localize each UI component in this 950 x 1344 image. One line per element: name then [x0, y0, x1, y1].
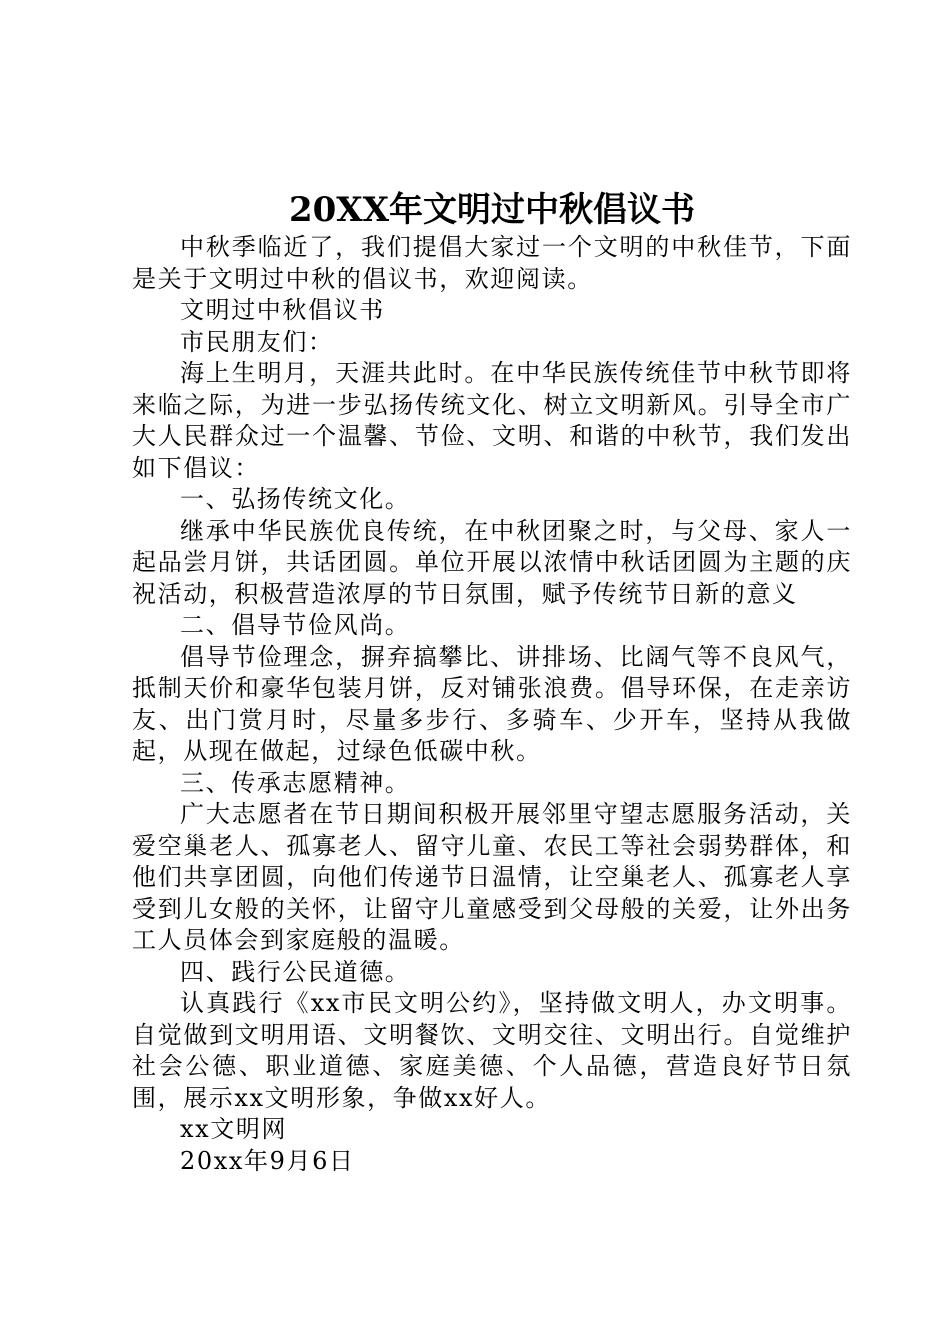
intro-paragraph: 中秋季临近了，我们提倡大家过一个文明的中秋佳节，下面是关于文明过中秋的倡议书，欢迎阅读。: [132, 233, 852, 293]
document-page: [132, 185, 852, 1177]
section-heading-3: 三、传承志愿精神。: [180, 768, 411, 797]
proposal-heading: 文明过中秋倡议书: [180, 296, 385, 324]
section-body-1: 继承中华民族优良传统，在中秋团聚之时，与父母、家人一起品尝月饼，共话团圆。单位开展以浓情中秋话团圆为主题的庆祝活动，积极营造浓厚的节日氛围，赋予传统节日新的意义: [132, 516, 852, 608]
document-title: 20XX年文明过中秋倡议书: [288, 190, 696, 230]
section-body-2: 倡导节俭理念，摒弃搞攀比、讲排场、比阔气等不良风气，抵制天价和豪华包装月饼，反对铺张浪费。倡导环保，在走亲访友、出门赏月时，尽量多步行、多骑车、少开车，坚持从我做起，从现在做起，过绿色低碳中秋。: [132, 642, 852, 765]
section-heading-2: 二、倡导节俭风尚。: [180, 611, 411, 639]
section-body-3: 广大志愿者在节日期间积极开展邻里守望志愿服务活动，关爱空巢老人、孤寡老人、留守儿童、农民工等社会弱势群体，和他们共享团圆，向他们传递节日温情，让空巢老人、孤寡老人享受到儿女般的关怀，让留守儿童感受到父母般的关爱，让外出务工人员体会到家庭般的温暖。: [132, 800, 852, 954]
section-heading-1: 一、弘扬传统文化。: [180, 485, 411, 513]
signature-organization: xx文明网: [180, 1115, 288, 1143]
signature-date: 20xx年9月6日: [180, 1146, 355, 1175]
section-heading-4: 四、践行公民道德。: [180, 957, 411, 986]
salutation: 市民朋友们：: [180, 327, 334, 356]
section-body-4: 认真践行《xx市民文明公约》，坚持做文明人，办文明事。自觉做到文明用语、文明餐饮、文明交往、文明出行。自觉维护社会公德、职业道德、家庭美德、个人品德，营造良好节日氛围，展示xx文明形象，争做xx好人。: [132, 989, 852, 1112]
opening-paragraph: 海上生明月，天涯共此时。在中华民族传统佳节中秋节即将来临之际，为进一步弘扬传统文化、树立文明新风。引导全市广大人民群众过一个温馨、节俭、文明、和谐的中秋节，我们发出如下倡议：: [132, 359, 852, 482]
